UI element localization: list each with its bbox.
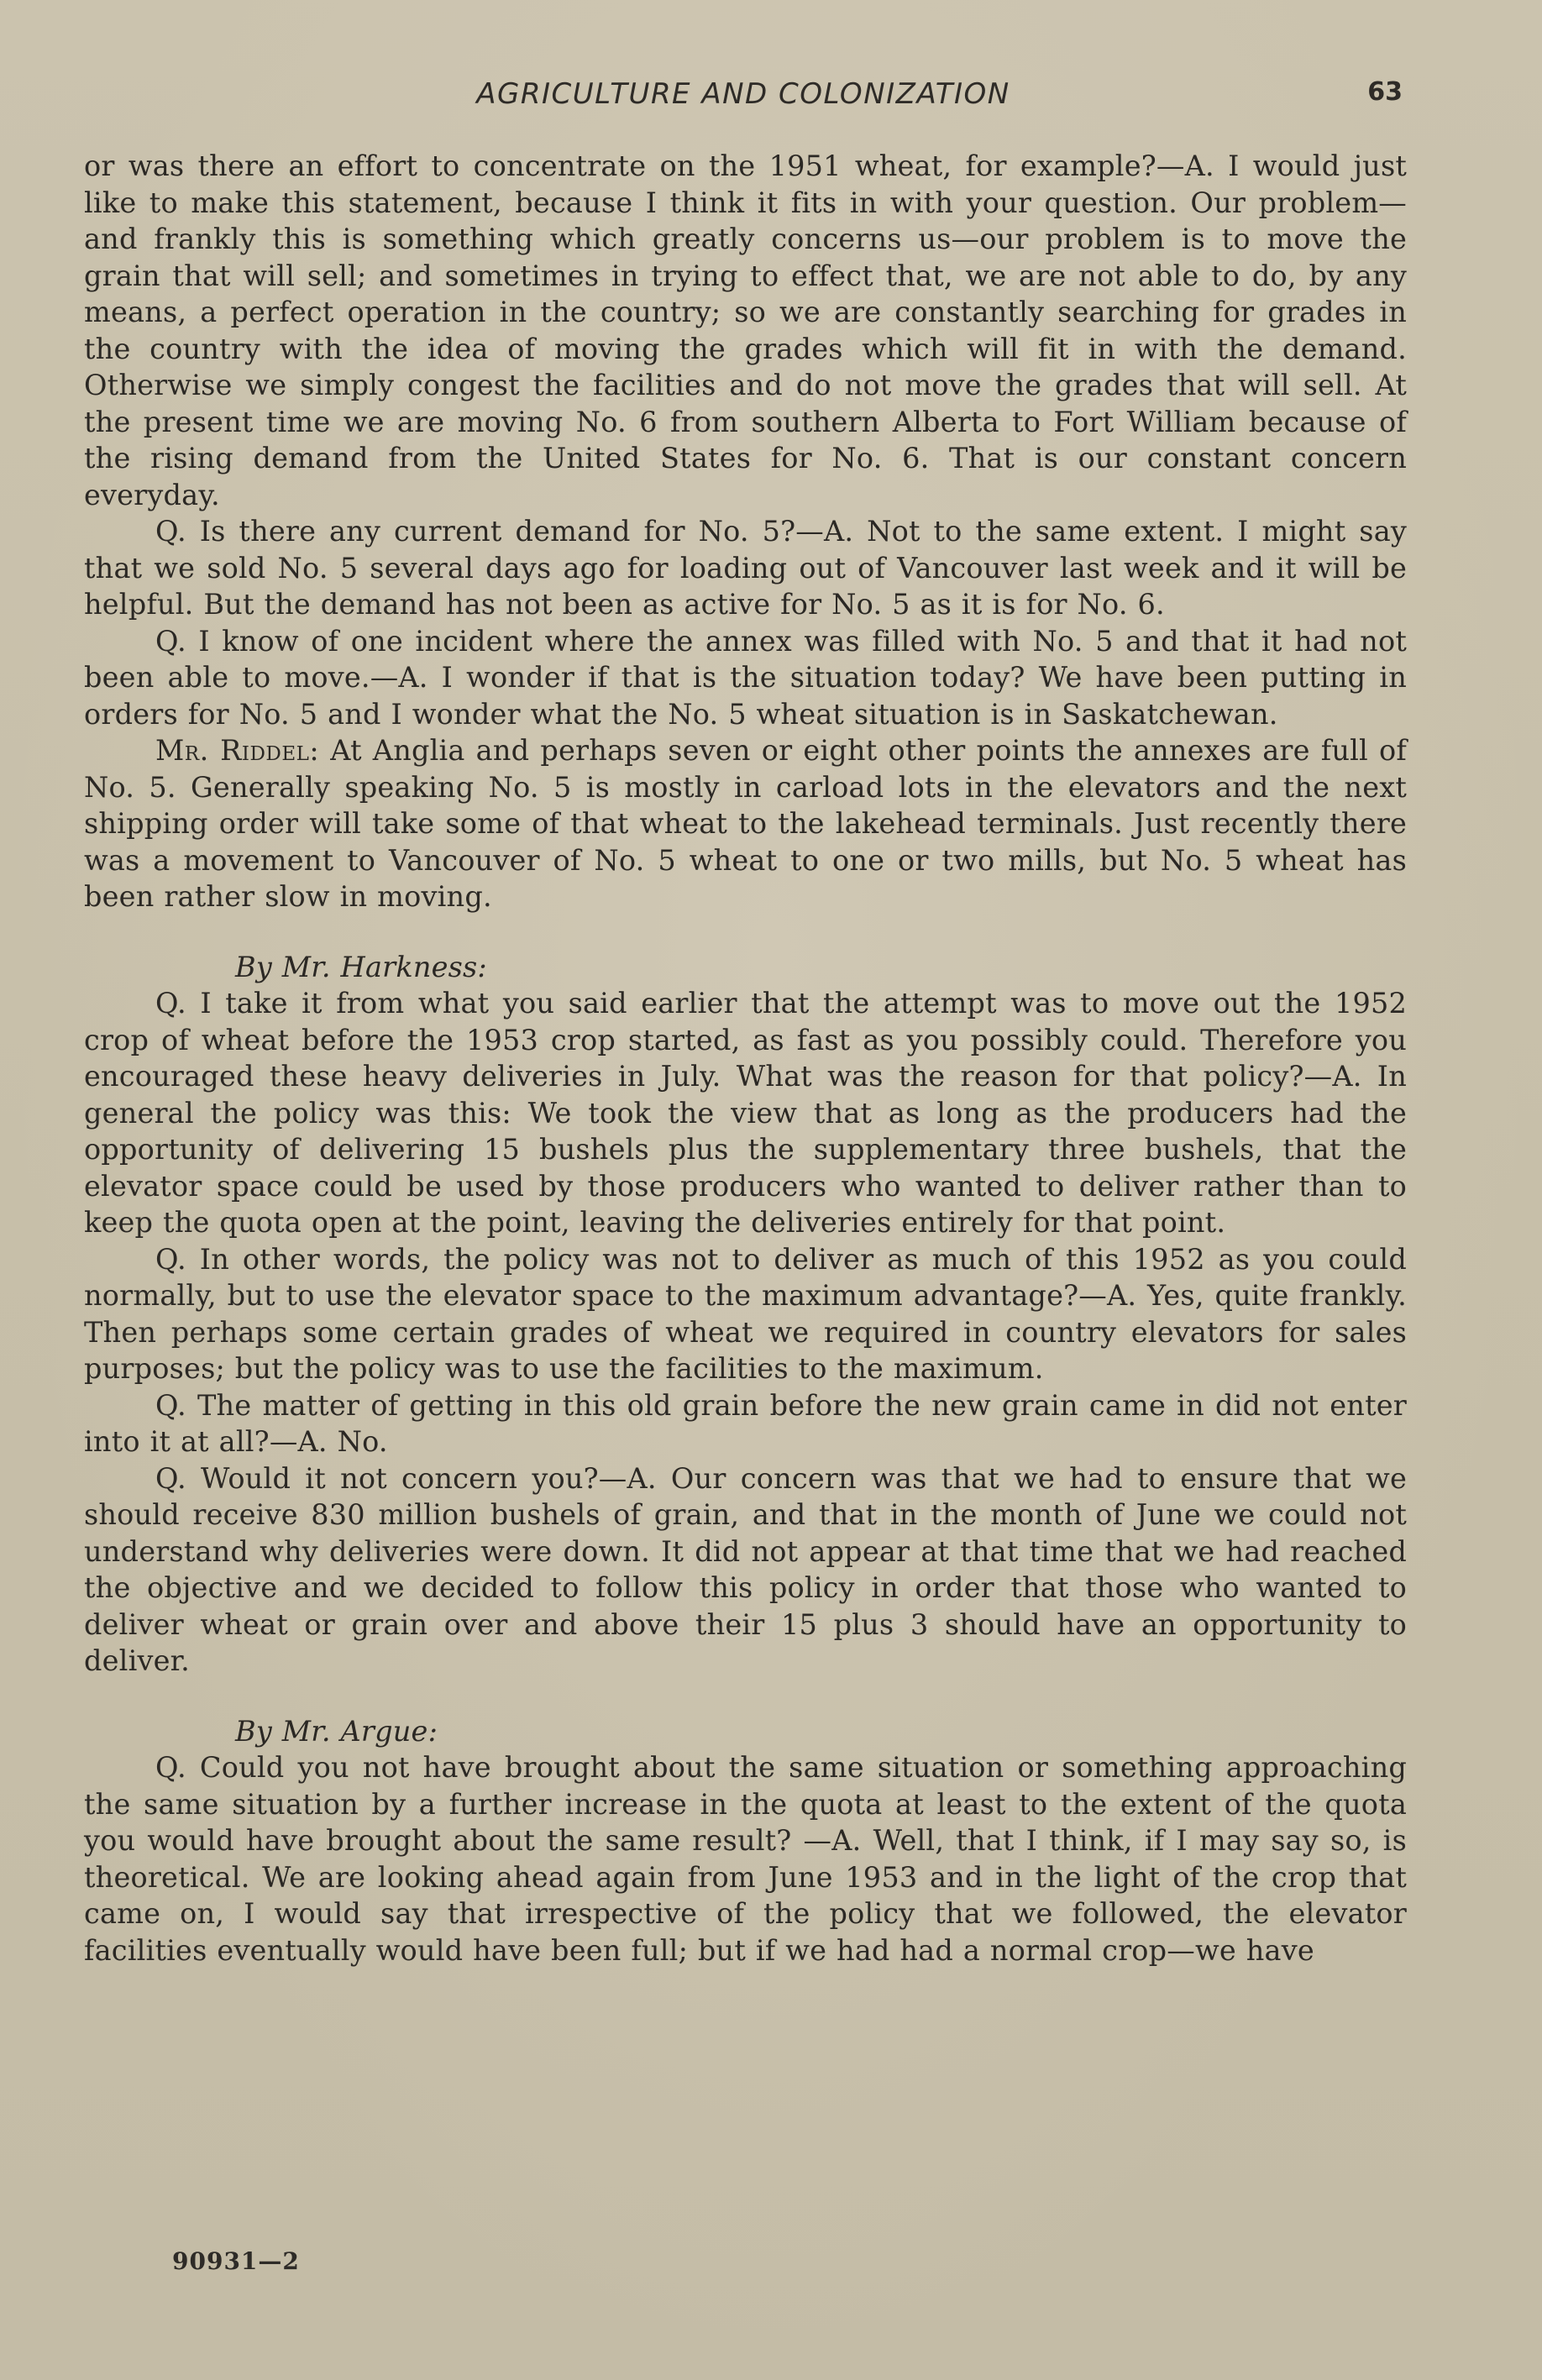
printer-code: 90931—2	[172, 2247, 300, 2275]
paragraph: Q. Is there any current demand for No. 5?—A. Not to the same extent. I might say that we sold No. 5 several days ago for loading out of Vancouver last week and it will be helpful. But the demand has not been as active for No. 5 as it is for No. 6.	[84, 515, 1407, 621]
paragraph: Q. Could you not have brought about the same situation or something approaching the same situation by a further increase in the quota at least to the extent of the quota you would have brought about the same result? —A. Well, that I think, if I may say so, is theoretical. We are looking ahead again from June 1953 and in the light of the crop that came on, I would say that irrespective of the policy that we followed, the elevator facilities eventually would have been full; but if we had had a normal crop—we have	[84, 1751, 1407, 1967]
page-number: 63	[1367, 77, 1403, 107]
paragraph: Q. In other words, the policy was not to deliver as much of this 1952 as you could normally, but to use the elevator space to the maximum advantage?—A. Yes, quite frankly. Then perhaps some certain grades of wheat we required in country elevators for sales purposes; but the policy was to use the facilities to the maximum.	[84, 1242, 1407, 1385]
paragraph: or was there an effort to concentrate on the 1951 wheat, for example?—A. I would just like to make this statement, because I think it fits in with your question. Our problem—and frankly this is something which greatly concerns us—our problem is to move the grain that will sell; and sometimes in trying to effect that, we are not able to do, by any means, a perfect operation in the country; so we are constantly searching for grades in the country with the idea of moving the grades which will fit in with the demand. Otherwise we simply congest the facilities and do not move the grades that will sell. At the present time we are moving No. 6 from southern Alberta to Fort William because of the rising demand from the United States for No. 6. That is our constant concern everyday.	[84, 149, 1407, 511]
body-text	[84, 148, 1407, 1968]
speech-text: At Anglia and perhaps seven or eight other points the annexes are full of No. 5. Generally speaking No. 5 is mostly in carload lots in the elevators and the next shipping order will take some of that wheat to the lakehead terminals. Just recently there was a movement to Vancouver of No. 5 wheat to one or two mills, but No. 5 wheat has been rather slow in moving.	[84, 734, 1407, 913]
paragraph: Q. I take it from what you said earlier that the attempt was to move out the 1952 crop of wheat before the 1953 crop started, as fast as you possibly could. Therefore you encouraged these heavy deliveries in July. What was the reason for that policy?—A. In general the policy was this: We took the view that as long as the producers had the opportunity of delivering 15 bushels plus the supplementary three bushels, that the elevator space could be used by those producers who wanted to deliver rather than to keep the quota open at the point, leaving the deliveries entirely for that point.	[84, 987, 1407, 1239]
page-header	[84, 77, 1403, 118]
paragraph: Q. I know of one incident where the annex was filled with No. 5 and that it had not been able to move.—A. I wonder if that is the situation today? We have been putting in orders for No. 5 and I wonder what the No. 5 wheat situation is in Saskatchewan.	[84, 624, 1407, 731]
paragraph: Q. The matter of getting in this old grain before the new grain came in did not enter into it at all?—A. No.	[84, 1388, 1407, 1458]
paragraph: Q. Would it not concern you?—A. Our concern was that we had to ensure that we should receive 830 million bushels of grain, and that in the month of June we could not understand why deliveries were down. It did not appear at that time that we had reached the objective and we decided to follow this policy in order that those who wanted to deliver wheat or grain over and above their 15 plus 3 should have an opportunity to deliver.	[84, 1461, 1407, 1677]
questioner-heading: By Mr. Harkness:	[235, 950, 487, 983]
paragraph	[84, 732, 1407, 915]
questioner-heading: By Mr. Argue:	[235, 1714, 438, 1748]
speaker-label: Mr. Riddel:	[155, 734, 320, 767]
running-title: AGRICULTURE AND COLONIZATION	[476, 77, 1010, 111]
